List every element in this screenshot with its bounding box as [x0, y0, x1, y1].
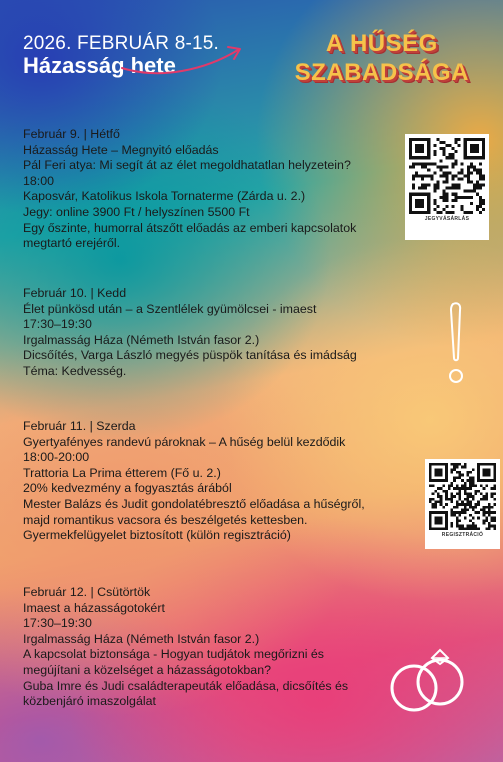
qr-label-tickets: JEGYVÁSÁRLÁS	[424, 216, 470, 222]
event-description: Dicsőítés, Varga László megyés püspök tanítása és imádság	[23, 348, 357, 363]
qr-code-icon	[409, 138, 485, 214]
event-line: Élet pünkösd után – a Szentlélek gyümölcsei - imaest	[23, 301, 317, 316]
wedding-rings-icon	[384, 640, 474, 720]
event-time: 17:30–19:30	[23, 616, 92, 631]
event-line: Házasság Hete – Megnyitó előadás	[23, 142, 219, 157]
event-description: Egy őszinte, humorral átszőtt előadás az emberi kapcsolatok	[23, 220, 357, 235]
ticket-qr-code[interactable]	[405, 134, 489, 240]
event-time: 18:00	[23, 173, 55, 188]
date-range: 2026. FEBRUÁR 8-15.	[23, 33, 219, 54]
event-time: 17:30–19:30	[23, 317, 92, 332]
event-location: Irgalmasság Háza (Németh István fasor 2.)	[23, 631, 260, 646]
event-line: Imaest a házasságotokért	[23, 600, 165, 615]
main-title	[295, 30, 469, 88]
main-title-line2: SZABADSÁGA	[294, 59, 469, 86]
qr-code-icon	[429, 463, 496, 530]
event-feb-12	[23, 585, 383, 710]
exclamation-icon	[443, 300, 469, 388]
event-description: Téma: Kedvesség.	[23, 363, 127, 378]
event-feb-11	[23, 419, 413, 544]
event-feb-9	[23, 127, 383, 252]
event-description: megújítani a közelséget a házasságotokban?	[23, 662, 271, 677]
qr-label-registration: REGISZTRÁCIÓ	[441, 532, 484, 538]
event-feb-10	[23, 286, 413, 380]
event-description: majd romantikus vacsora és beszélgetés kettesben.	[23, 512, 308, 527]
event-location: Irgalmasság Háza (Németh István fasor 2.)	[23, 332, 260, 347]
event-description: Mester Balázs és Judit gondolatébresztő előadása a hűségről,	[23, 496, 365, 511]
week-title: Házasság hete	[23, 53, 176, 78]
event-description: Guba Imre és Judi családterapeuták előadása, dicsőítés és	[23, 678, 349, 693]
event-day: Február 12. | Csütörtök	[23, 585, 151, 599]
event-description: közbenjáró imaszolgálat	[23, 694, 156, 709]
event-day: Február 9. | Hétfő	[23, 127, 120, 141]
event-line: Gyertyafényes randevú pároknak – A hűség belül kezdődik	[23, 434, 346, 449]
event-line: Pál Feri atya: Mi segít át az élet megoldhatatlan helyzetein?	[23, 158, 351, 173]
event-day: Február 10. | Kedd	[23, 286, 127, 300]
event-location: Kaposvár, Katolikus Iskola Tornaterme (Zárda u. 2.)	[23, 189, 306, 204]
event-day: Február 11. | Szerda	[23, 419, 136, 433]
event-description: A kapcsolat biztonsága - Hogyan tudjátok megőrizni és	[23, 647, 324, 662]
event-location: Trattoria La Prima étterem (Fő u. 2.)	[23, 465, 221, 480]
event-description: megtartó erejéről.	[23, 236, 121, 251]
registration-qr-code[interactable]	[425, 459, 500, 549]
event-note: Gyermekfelügyelet biztosított (külön regisztráció)	[23, 528, 291, 543]
event-discount: 20% kedvezmény a fogyasztás árából	[23, 481, 232, 496]
event-time: 18:00-20:00	[23, 450, 90, 465]
main-title-line1: A HŰSÉG	[325, 30, 438, 57]
swoosh-arrow-icon	[120, 40, 250, 80]
event-price: Jegy: online 3900 Ft / helyszínen 5500 Ft	[23, 204, 250, 219]
